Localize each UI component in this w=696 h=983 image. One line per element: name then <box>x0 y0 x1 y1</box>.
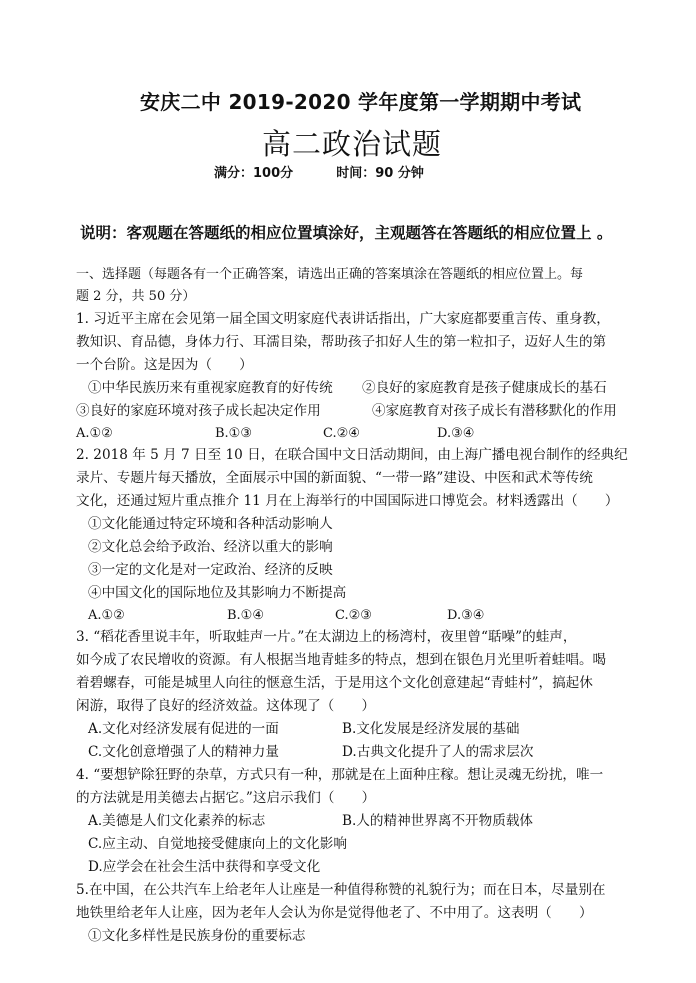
q3-stem-line: 如今成了农民增收的资源。有人根据当地青蛙多的特点，想到在银色月光里听着蛙唱。喝 <box>76 652 607 668</box>
subject-title: 高二政治试题 <box>262 127 443 161</box>
q2-statement-1: ①文化能通过特定环境和各种活动影响人 <box>88 516 333 532</box>
exam-meta <box>214 162 424 181</box>
q3-choice-a: A.文化对经济发展有促进的一面 <box>88 721 279 737</box>
q1-choice-c: C.②④ <box>323 426 360 441</box>
q2-stem-line: 2. 2018 年 5 月 7 日至 10 日，在联合国中文日活动期间，由上海广播电视台制作的经典纪 <box>76 447 628 463</box>
q1-stem-line: 教知识、育品德，身体力行、耳濡目染，帮助孩子扣好人生的第一粒扣子，迈好人生的第 <box>76 334 607 350</box>
instruction-note: 说明：客观题在答题纸的相应位置填涂好，主观题答在答题纸的相应位置上 。 <box>80 224 613 242</box>
q3-stem-line: 闲游，取得了良好的经济效益。这体现了（ ） <box>76 698 376 714</box>
q2-statement-2: ②文化总会给予政治、经济以重大的影响 <box>88 539 333 555</box>
q1-stem-line: 1. 习近平主席在会见第一届全国文明家庭代表讲话指出，广大家庭都要重言传、重身教， <box>76 311 610 327</box>
q1-statement-1: ①中华民族历来有重视家庭教育的好传统 <box>88 380 333 396</box>
q2-statement-4: ④中国文化的国际地位及其影响力不断提高 <box>88 585 347 601</box>
q2-choice-c: C.②③ <box>335 608 372 623</box>
exam-time: 时间：90 分钟 <box>336 166 424 181</box>
q1-choice-d: D.③④ <box>437 426 475 441</box>
q2-stem-line: 录片、专题片每天播放，全面展示中国的新面貌、“一带一路”建设、中医和武术等传统 <box>76 470 593 486</box>
q1-choice-a: A.①② <box>76 426 113 441</box>
q5-statement-1: ①文化多样性是民族身份的重要标志 <box>88 928 306 944</box>
q4-choice-c: C.应主动、自觉地接受健康向上的文化影响 <box>88 836 347 852</box>
q3-choice-b: B.文化发展是经济发展的基础 <box>342 721 520 737</box>
q5-stem-line: 地铁里给老年人让座，因为老年人会认为你是觉得他老了、不中用了。这表明（ ） <box>76 905 593 921</box>
q2-choice-d: D.③④ <box>447 608 485 623</box>
q5-stem-line: 5.在中国，在公共汽车上给老年人让座是一种值得称赞的礼貌行为；而在日本，尽量别在 <box>76 882 606 898</box>
q3-choice-c: C.文化创意增强了人的精神力量 <box>88 744 279 760</box>
exam-title: 安庆二中 2019-2020 学年度第一学期期中考试 <box>140 90 582 114</box>
q3-stem-line: 着碧螺春，可能是城里人向往的惬意生活，于是用这个文化创意建起“青蛙村”，搞起休 <box>76 675 593 691</box>
q2-stem-line: 文化，还通过短片重点推介 11 月在上海举行的中国国际进口博览会。材料透露出（ ） <box>76 493 619 509</box>
q3-choice-d: D.古典文化提升了人的需求层次 <box>342 744 534 760</box>
q3-stem-line: 3. “稻花香里说丰年，听取蛙声一片。”在太湖边上的杨湾村，夜里曾“聒噪”的蛙声， <box>76 629 577 645</box>
q1-statement-4: ④家庭教育对孩子成长有潜移默化的作用 <box>372 403 617 419</box>
q1-choice-b: B.①③ <box>215 426 252 441</box>
q1-statement-2: ②良好的家庭教育是孩子健康成长的基石 <box>362 380 607 396</box>
q2-choice-b: B.①④ <box>227 608 264 623</box>
q1-statement-3: ③良好的家庭环境对孩子成长起决定作用 <box>76 403 321 419</box>
q4-choice-b: B.人的精神世界离不开物质载体 <box>342 813 534 829</box>
q4-choice-a: A.美德是人们文化素养的标志 <box>88 813 266 829</box>
q4-choice-d: D.应学会在社会生活中获得和享受文化 <box>88 859 321 875</box>
full-score: 满分：100分 <box>214 166 294 181</box>
q4-stem-line: 的方法就是用美德去占据它。”这启示我们（ ） <box>76 790 376 806</box>
q1-stem-line: 一个台阶。这是因为（ ） <box>76 357 253 373</box>
q4-stem-line: 4. “要想铲除狂野的杂草，方式只有一种，那就是在上面种庄稼。想让灵魂无纷扰，唯一 <box>76 767 604 783</box>
q2-statement-3: ③一定的文化是对一定政治、经济的反映 <box>88 562 333 578</box>
section-heading-line1: 一、选择题（每题各有一个正确答案，请选出正确的答案填涂在答题纸的相应位置上。每 <box>76 267 584 282</box>
q2-choice-a: A.①② <box>88 608 125 623</box>
section-heading-line2: 题 2 分，共 50 分） <box>76 289 196 304</box>
